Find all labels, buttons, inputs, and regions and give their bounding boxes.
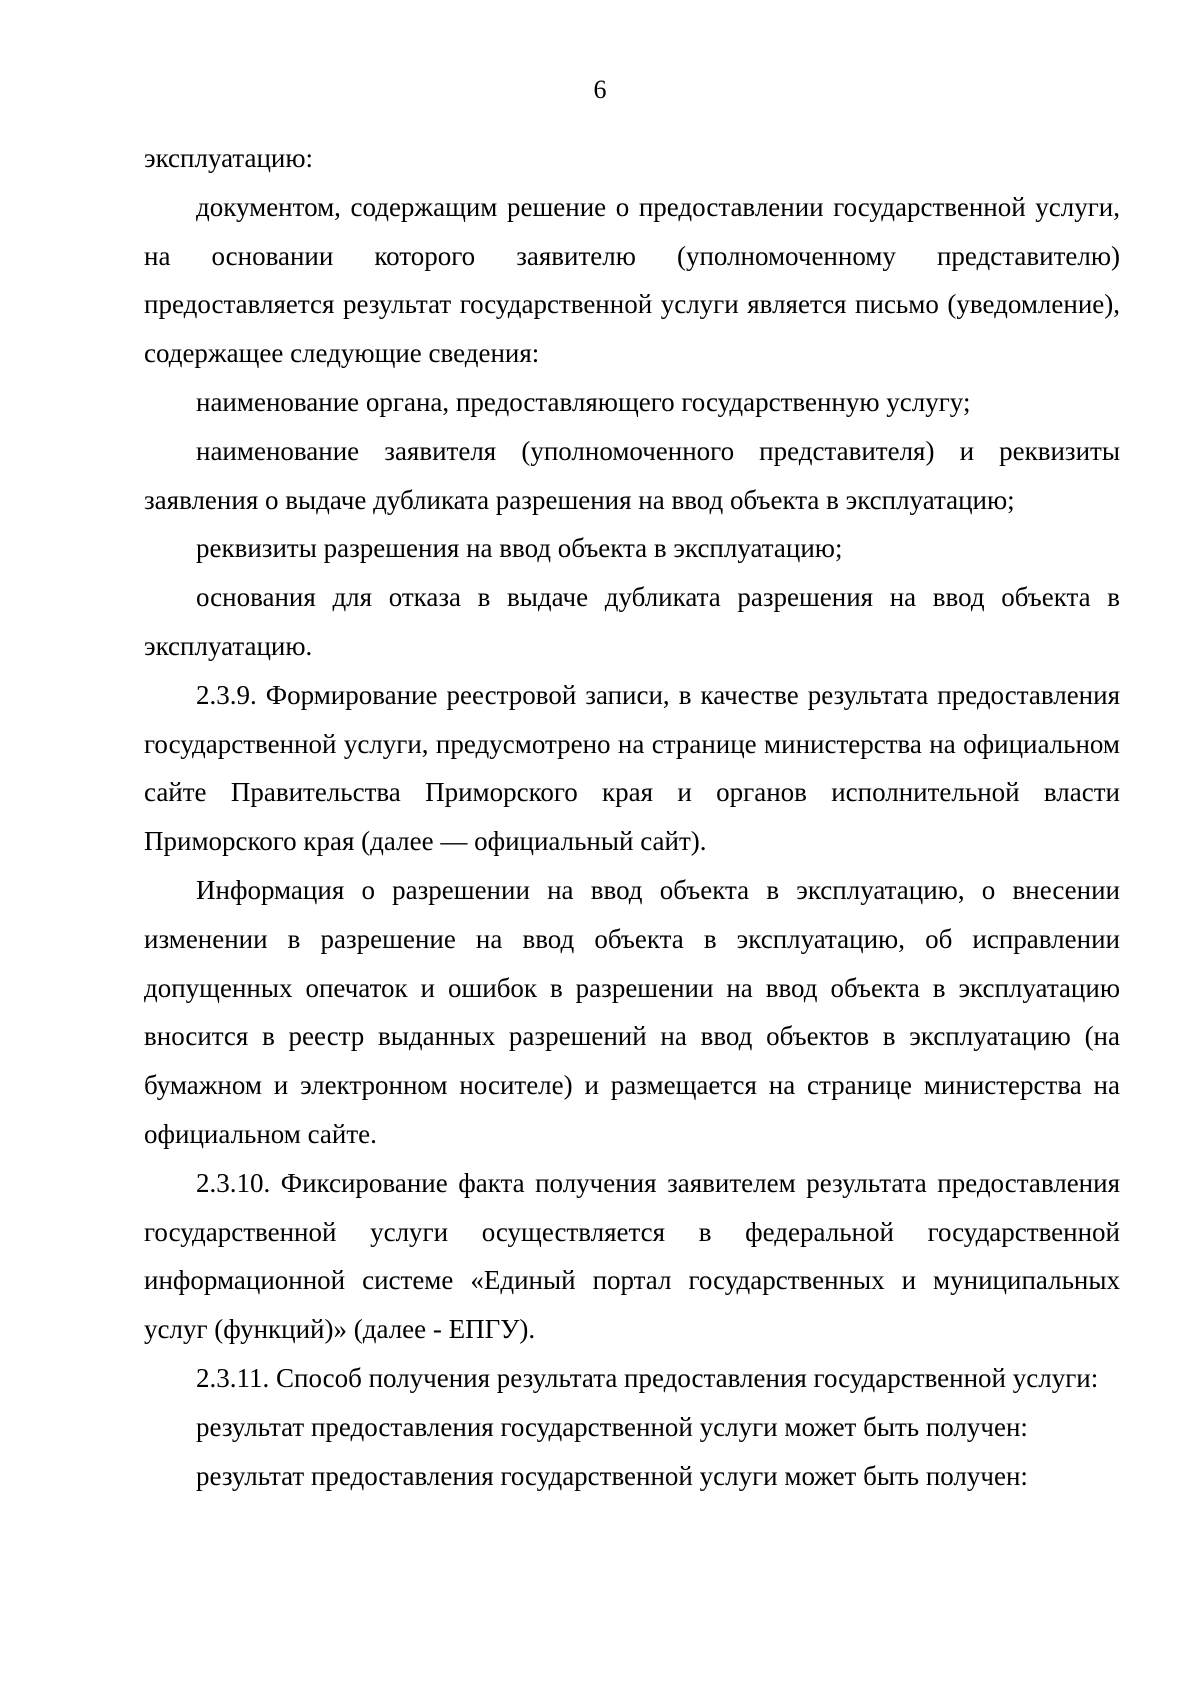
paragraph-result-obtained-repeat: результат предоставления государственной услуги может быть получен: [196, 1460, 1028, 1491]
paragraph-decision-document: документом, содержащим решение о предоставлении государственной услуги, на основании которого заявителю (уполномоченному представителю) предоставляется результат государственной услуги является письмо (уведомление), содержащее следующие сведения: [144, 191, 1120, 369]
paragraph-refusal-grounds: основания для отказа в выдаче дубликата разрешения на ввод объекта в эксплуатацию. [144, 582, 1120, 661]
document-body [144, 134, 1120, 1500]
paragraph-2-3-10: 2.3.10. Фиксирование факта получения заявителем результата предоставления государственной услуги осуществляется в федеральной государственной информационной системе «Единый портал государственных и муниципальных услуг (функций)» (далее - ЕПГУ). [144, 1167, 1120, 1345]
paragraph-2-3-9: 2.3.9. Формирование реестровой записи, в качестве результата предоставления государственной услуги, предусмотрено на странице министерства на официальном сайте Правительства Приморского края и органов исполнительной власти Приморского края (далее — официальный сайт). [144, 679, 1120, 857]
paragraph-result-obtained: результат предоставления государственной услуги может быть получен: [196, 1411, 1028, 1442]
paragraph-permit-information: Информация о разрешении на ввод объекта в эксплуатацию, о внесении изменении в разрешение на ввод объекта в эксплуатацию, об исправлении допущенных опечаток и ошибок в разрешении на ввод объекта в эксплуатацию вносится в реестр выданных разрешений на ввод объектов в эксплуатацию (на бумажном и электронном носителе) и размещается на странице министерства на официальном сайте. [144, 874, 1120, 1149]
paragraph-continuation: эксплуатацию: [144, 143, 314, 173]
paragraph-2-3-11: 2.3.11. Способ получения результата предоставления государственной услуги: [196, 1362, 1099, 1393]
paragraph-authority-name: наименование органа, предоставляющего государственную услугу; [196, 386, 971, 417]
paragraph-applicant-name: наименование заявителя (уполномоченного представителя) и реквизиты заявления о выдаче дубликата разрешения на ввод объекта в эксплуатацию; [144, 435, 1120, 515]
paragraph-permit-details: реквизиты разрешения на ввод объекта в эксплуатацию; [196, 533, 843, 564]
page-number: 6 [593, 75, 607, 104]
